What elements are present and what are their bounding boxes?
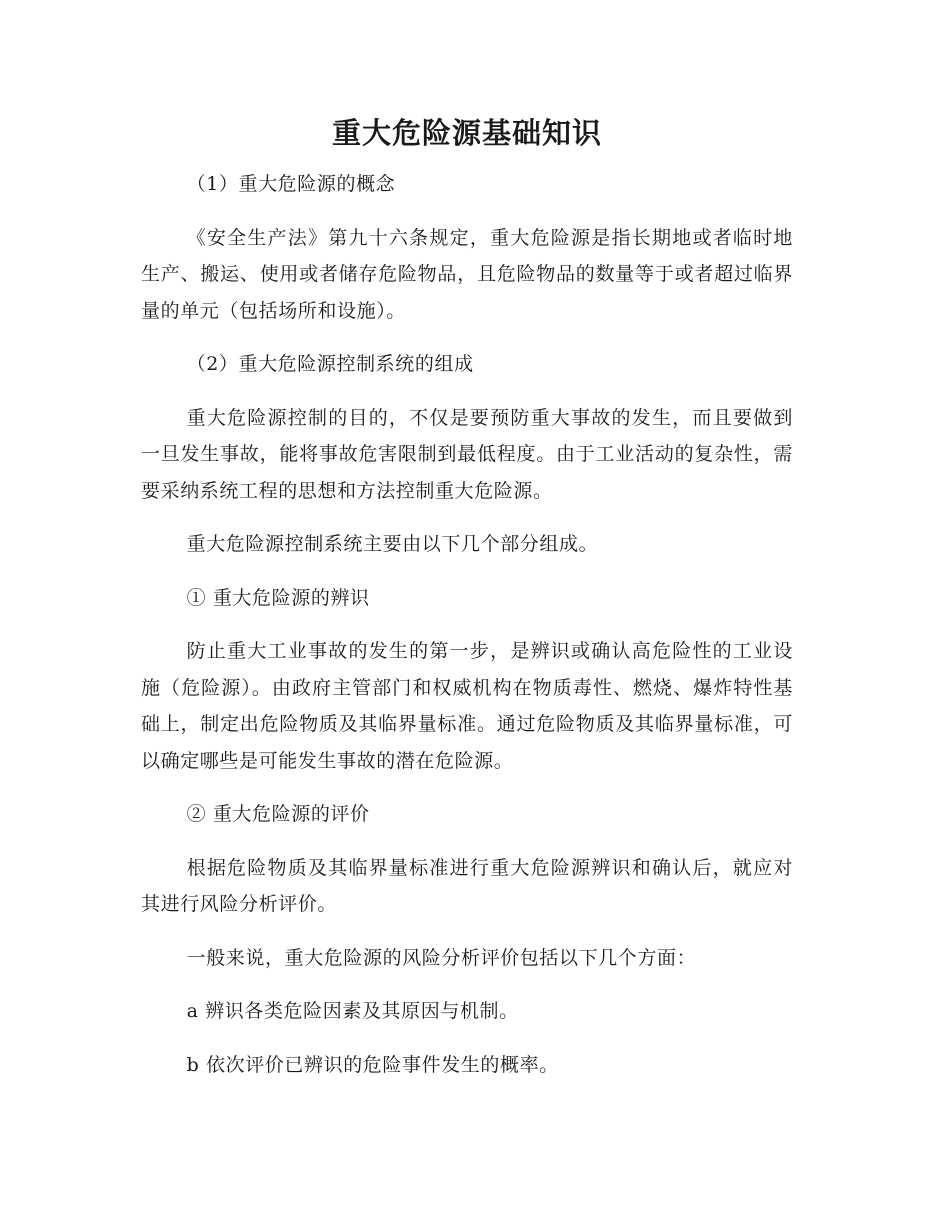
list-item-b: b 依次评价已辨识的危险事件发生的概率。 [186, 1053, 559, 1076]
paragraph-control-purpose: 重大危险源控制的目的，不仅是要预防重大事故的发生，而且要做到一旦发生事故，能将事故危害限制到最低程度。由于工业活动的复杂性，需要采纳系统工程的思想和方法控制重大危险源。 [141, 406, 793, 502]
document-title: 重大危险源基础知识 [331, 116, 602, 150]
section-heading-concept: （1）重大危险源的概念 [186, 173, 396, 195]
list-item-a: a 辨识各类危险因素及其原因与机制。 [186, 1000, 519, 1022]
document-body [141, 166, 793, 1083]
subheading-evaluation: ② 重大危险源的评价 [186, 803, 370, 825]
paragraph-evaluation: 根据危险物质及其临界量标准进行重大危险源辨识和确认后，就应对其进行风险分析评价。 [141, 856, 793, 915]
section-heading-control-system: （2）重大危险源控制系统的组成 [186, 353, 474, 375]
document-page [141, 108, 793, 1100]
paragraph-identification: 防止重大工业事故的发生的第一步，是辨识或确认高危险性的工业设施（危险源）。由政府主管部门和权威机构在物质毒性、燃烧、爆炸特性基础上，制定出危险物质及其临界量标准。通过危险物质及其临界量标准，可以确定哪些是可能发生事故的潜在危险源。 [141, 640, 793, 772]
paragraph-components-intro: 重大危险源控制系统主要由以下几个部分组成。 [186, 533, 599, 555]
subheading-identification: ① 重大危险源的辨识 [186, 586, 370, 609]
paragraph-definition: 《安全生产法》第九十六条规定，重大危险源是指长期地或者临时地生产、搬运、使用或者储存危险物品，且危险物品的数量等于或者超过临界量的单元（包括场所和设施）。 [141, 226, 793, 322]
paragraph-evaluation-aspects: 一般来说，重大危险源的风险分析评价包括以下几个方面： [186, 946, 697, 969]
